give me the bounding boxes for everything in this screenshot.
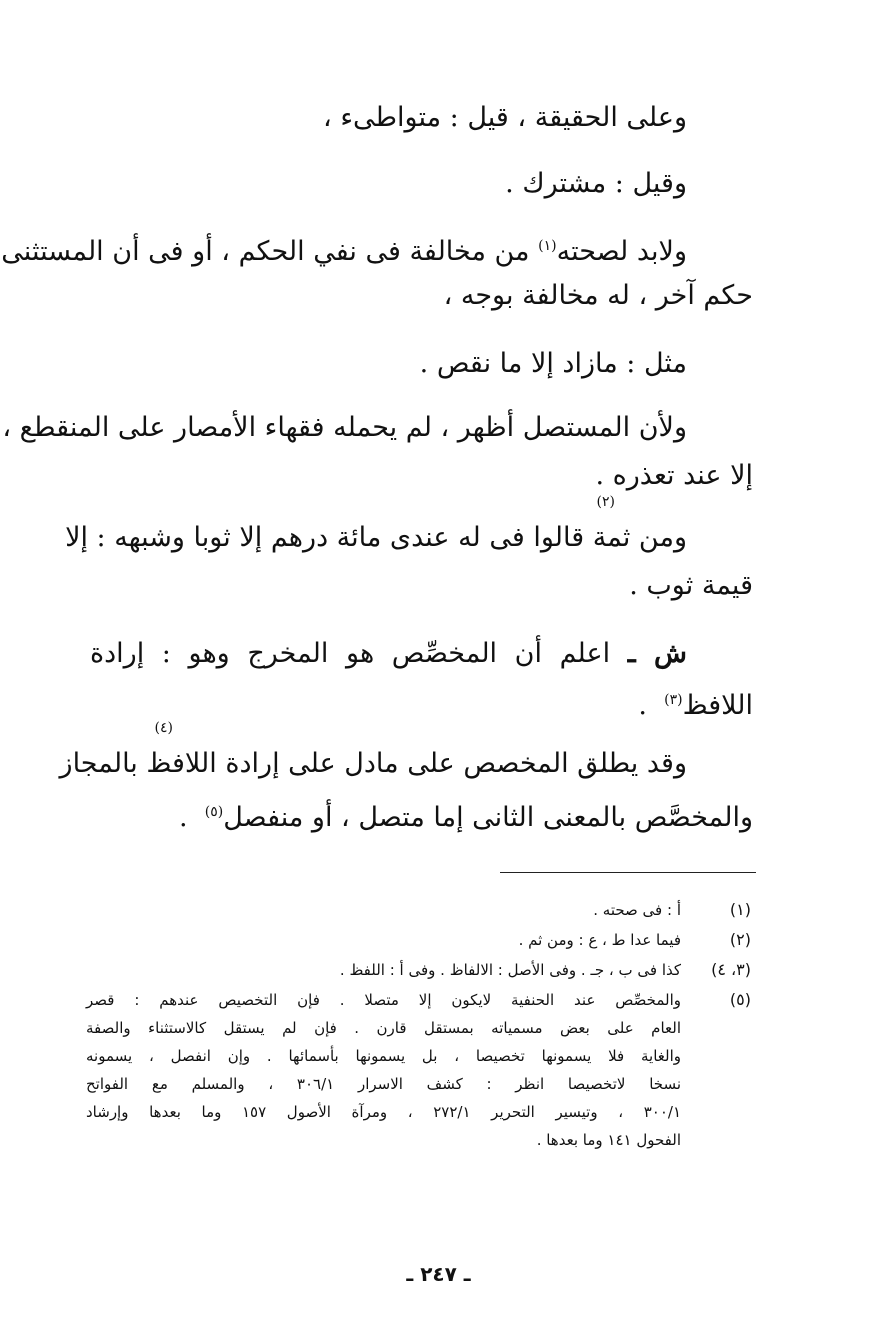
footnote-1-text: أ : فى صحته .: [593, 901, 681, 919]
text-line-5-content: مثل : مازاد إلا ما نقص .: [419, 348, 687, 379]
text-line-10-content: اعلم أن المخصِّص هو المخرج وهو : إرادة: [90, 638, 611, 669]
commentary-marker: ش ـ: [627, 638, 687, 669]
footnote-5-line-5: ٣٠٠/١ ، وتيسير التحرير ٢٧٢/١ ، ومرآة الأصول ١٥٧ وما بعدها وإرشاد: [86, 1103, 681, 1121]
text-line-13-content: والمخصَّص بالمعنى الثانى إما متصل ، أو منفصل: [223, 802, 753, 833]
text-line-13-end: .: [178, 802, 188, 833]
footnote-separator: [500, 872, 756, 873]
footnote-5-line-2: العام على بعض مسمياته بمستقل قارن . فإن لم يستقل كالاستثناء والصفة: [86, 1019, 681, 1037]
text-line-11-end: .: [638, 690, 647, 721]
footnote-ref-1: (١): [538, 238, 557, 254]
footnote-ref-4: (٤): [154, 720, 173, 736]
footnote-5-line-3: والغاية فلا يسمونها تخصيصا ، بل يسمونها بأسمائها . وإن انفصل ، يسمونه: [86, 1047, 681, 1065]
text-line-9-content: قيمة ثوب .: [629, 570, 753, 601]
footnote-5-line-1: والمخصِّص عند الحنفية لايكون إلا متصلا . فإن التخصيص عندهم : قصر: [86, 991, 681, 1009]
footnote-ref-5: (٥): [204, 804, 224, 820]
footnote-5-line-6: الفحول ١٤١ وما بعدها .: [536, 1131, 681, 1149]
text-line-11: [638, 680, 753, 720]
text-line-11-content: اللافظ: [682, 690, 753, 721]
text-line-12-content: وقد يطلق المخصص على مادل على إرادة اللافظ بالمجاز: [59, 748, 687, 779]
footnote-3-4-number: (٣، ٤): [711, 960, 751, 979]
page-number: ـ ٢٤٧ ـ: [406, 1262, 471, 1286]
text-line-13: [179, 792, 753, 832]
text-line-9: [629, 566, 753, 606]
text-line-2: [505, 164, 687, 204]
text-line-12: [59, 744, 687, 784]
footnote-1-number: (١): [729, 900, 751, 919]
text-line-6-content: ولأن المستصل أظهر ، لم يحمله فقهاء الأمصار على المنقطع ،: [2, 412, 687, 443]
footnote-3-4-text: كذا فى ب ، جـ . وفى الأصل : الالفاظ . وفى أ : اللفظ .: [339, 961, 681, 979]
text-line-2-content: وقيل : مشترك .: [505, 168, 687, 199]
footnote-ref-3: (٣): [664, 692, 683, 708]
footnote-5-text: [86, 986, 681, 1154]
footnote-2-text: فيما عدا ط ، ع : ومن ثم .: [518, 931, 681, 949]
text-line-1: [323, 98, 687, 138]
text-line-4: [444, 276, 753, 316]
text-line-6: [2, 408, 687, 448]
text-line-4-content: حكم آخر ، له مخالفة بوجه ،: [443, 280, 753, 311]
text-line-7: [595, 456, 753, 496]
text-line-8: [65, 518, 687, 558]
footnote-ref-2: (٢): [596, 494, 615, 510]
text-line-10: [90, 634, 687, 674]
text-line-3-rest: من مخالفة فى نفي الحكم ، أو فى أن المستثنى: [1, 236, 530, 267]
text-line-5: [420, 344, 687, 384]
footnote-5-line-4: نسخا لاتخصيصا انظر : كشف الاسرار ٣٠٦/١ ، والمسلم مع الفواتح: [86, 1075, 681, 1093]
text-line-7-content: إلا عند تعذره .: [595, 460, 753, 491]
footnote-5-number: (٥): [729, 990, 751, 1009]
text-line-1-content: وعلى الحقيقة ، قيل : متواطىء ،: [323, 102, 687, 133]
text-line-8-content: ومن ثمة قالوا فى له عندى مائة درهم إلا ثوبا وشبهه : إلا: [65, 522, 687, 553]
text-line-3: [1, 226, 687, 267]
footnote-2-number: (٢): [729, 930, 751, 949]
text-line-3-start: ولابد لصحته: [556, 236, 687, 267]
